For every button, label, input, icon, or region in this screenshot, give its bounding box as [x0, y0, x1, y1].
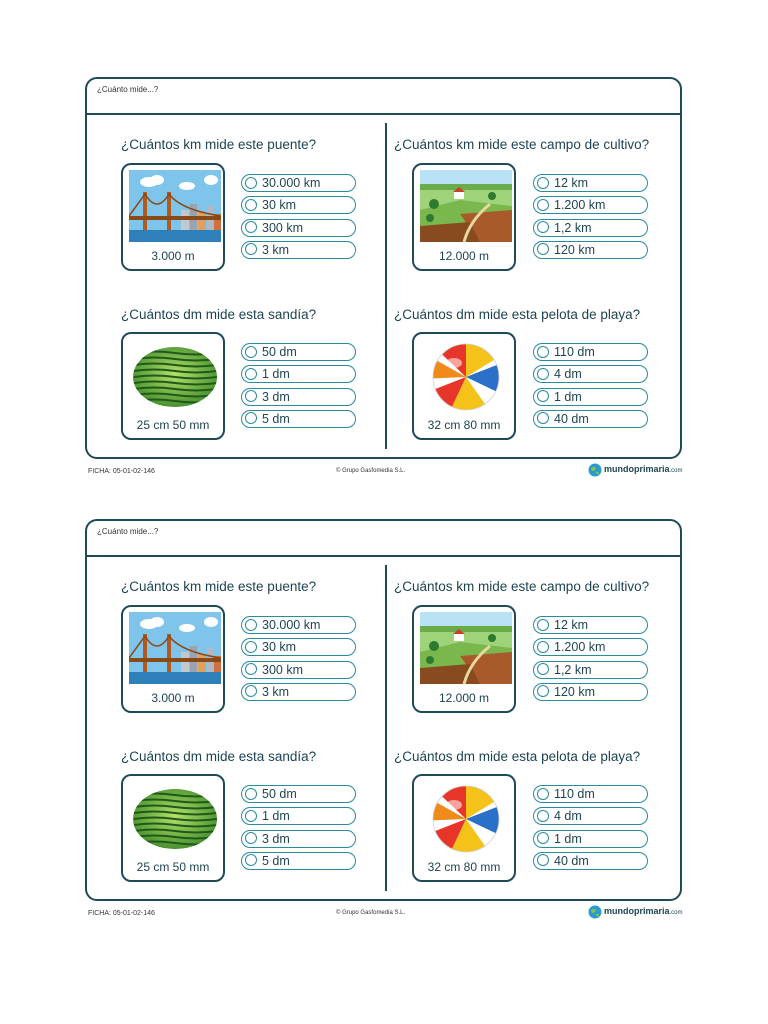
answer-option-label: 5 dm	[262, 853, 290, 868]
answer-option[interactable]	[533, 365, 648, 383]
logo-domain: .com	[669, 468, 683, 474]
answer-option[interactable]	[241, 638, 356, 656]
answer-option[interactable]	[241, 219, 356, 237]
answer-option-label: 30 km	[262, 198, 297, 213]
question-text: ¿Cuántos dm mide esta pelota de playa?	[394, 307, 641, 322]
answer-option[interactable]	[533, 785, 648, 803]
radio-circle-icon[interactable]	[245, 663, 257, 675]
farm-field-image	[412, 605, 516, 713]
answer-option[interactable]	[241, 807, 356, 825]
radio-circle-icon[interactable]	[245, 346, 257, 358]
radio-circle-icon[interactable]	[537, 368, 549, 380]
card-header	[87, 521, 680, 557]
radio-circle-icon[interactable]	[537, 221, 549, 233]
worksheet-1	[0, 0, 768, 480]
radio-circle-icon[interactable]	[537, 243, 549, 255]
answer-option[interactable]	[241, 852, 356, 870]
worksheet-code: FICHA: 05-01-02-146	[88, 910, 155, 917]
radio-circle-icon[interactable]	[537, 346, 549, 358]
radio-circle-icon[interactable]	[537, 412, 549, 424]
answer-option-label: 30.000 km	[262, 618, 321, 632]
question-text: ¿Cuántos km mide este campo de cultivo?	[394, 579, 650, 594]
answer-option-label: 1 dm	[262, 367, 290, 382]
radio-circle-icon[interactable]	[245, 177, 257, 189]
answer-option[interactable]	[533, 638, 648, 656]
worksheet-card	[85, 77, 682, 459]
answer-option-label: 1 dm	[554, 389, 582, 404]
answer-option-label: 30.000 km	[262, 176, 321, 190]
answer-option-label: 50 dm	[262, 345, 297, 359]
logo-name: mundoprimaria	[604, 464, 670, 474]
radio-circle-icon[interactable]	[537, 619, 549, 631]
answer-option[interactable]	[533, 196, 648, 214]
column-divider	[385, 565, 387, 891]
question-text: ¿Cuántos km mide este campo de cultivo?	[394, 137, 650, 152]
card-title: ¿Cuánto mide...?	[97, 85, 159, 94]
radio-circle-icon[interactable]	[245, 243, 257, 255]
beach-ball-image	[412, 332, 516, 440]
radio-circle-icon[interactable]	[245, 685, 257, 697]
radio-circle-icon[interactable]	[245, 412, 257, 424]
answer-option[interactable]	[533, 830, 648, 848]
radio-circle-icon[interactable]	[537, 199, 549, 211]
bridge-image	[121, 163, 225, 271]
answer-option-label: 1,2 km	[554, 662, 592, 677]
answer-option-label: 300 km	[262, 662, 303, 677]
radio-circle-icon[interactable]	[245, 641, 257, 653]
answer-option-label: 5 dm	[262, 411, 290, 426]
radio-circle-icon[interactable]	[537, 663, 549, 675]
answer-option-label: 4 dm	[554, 809, 582, 824]
measure-caption: 25 cm 50 mm	[136, 860, 210, 874]
worksheet-2	[0, 442, 768, 922]
bridge-image	[121, 605, 225, 713]
radio-circle-icon[interactable]	[537, 810, 549, 822]
watermelon-image	[121, 774, 225, 882]
answer-option-label: 1 dm	[554, 831, 582, 846]
answer-option-label: 110 dm	[554, 787, 595, 801]
radio-circle-icon[interactable]	[537, 685, 549, 697]
radio-circle-icon[interactable]	[245, 788, 257, 800]
question-text: ¿Cuántos dm mide esta sandía?	[121, 749, 317, 764]
globe-icon	[588, 905, 602, 919]
radio-circle-icon[interactable]	[245, 854, 257, 866]
answer-option-label: 40 dm	[554, 853, 589, 868]
measure-caption: 25 cm 50 mm	[136, 418, 210, 432]
answer-option[interactable]	[533, 616, 648, 634]
radio-circle-icon[interactable]	[245, 390, 257, 402]
answer-option[interactable]	[241, 616, 356, 634]
answer-option[interactable]	[241, 830, 356, 848]
question-text: ¿Cuántos km mide este puente?	[121, 579, 317, 594]
answer-option-label: 3 dm	[262, 831, 290, 846]
answer-option[interactable]	[533, 852, 648, 870]
answer-option-label: 3 km	[262, 684, 290, 699]
answer-option-label: 50 dm	[262, 787, 297, 801]
radio-circle-icon[interactable]	[245, 810, 257, 822]
radio-circle-icon[interactable]	[537, 177, 549, 189]
answer-option-label: 40 dm	[554, 411, 589, 426]
answer-option[interactable]	[241, 388, 356, 406]
logo-name: mundoprimaria	[604, 906, 670, 916]
answer-option-label: 120 km	[554, 684, 595, 699]
answer-option[interactable]	[533, 174, 648, 192]
radio-circle-icon[interactable]	[245, 199, 257, 211]
answer-option[interactable]	[533, 410, 648, 428]
answer-option[interactable]	[241, 683, 356, 701]
measure-caption: 3.000 m	[151, 249, 195, 263]
worksheet-card	[85, 519, 682, 901]
answer-option[interactable]	[241, 785, 356, 803]
beach-ball-image	[412, 774, 516, 882]
question-text: ¿Cuántos dm mide esta sandía?	[121, 307, 317, 322]
answer-option-label: 1 dm	[262, 809, 290, 824]
measure-caption: 12.000 m	[438, 249, 490, 263]
radio-circle-icon[interactable]	[537, 788, 549, 800]
answer-option[interactable]	[241, 365, 356, 383]
answer-option[interactable]	[241, 196, 356, 214]
answer-option-label: 3 km	[262, 242, 290, 257]
answer-option-label: 1,2 km	[554, 220, 592, 235]
answer-option-label: 110 dm	[554, 345, 595, 359]
card-title: ¿Cuánto mide...?	[97, 527, 159, 536]
card-header	[87, 79, 680, 115]
copyright-text: © Grupo Gasfomedia S.L.	[336, 910, 406, 916]
measure-caption: 32 cm 80 mm	[427, 860, 501, 874]
radio-circle-icon[interactable]	[245, 619, 257, 631]
answer-option[interactable]	[533, 807, 648, 825]
radio-circle-icon[interactable]	[537, 641, 549, 653]
radio-circle-icon[interactable]	[537, 832, 549, 844]
answer-option-label: 30 km	[262, 640, 297, 655]
answer-option[interactable]	[241, 410, 356, 428]
answer-option-label: 12 km	[554, 618, 589, 632]
answer-option-label: 3 dm	[262, 389, 290, 404]
radio-circle-icon[interactable]	[245, 832, 257, 844]
column-divider	[385, 123, 387, 449]
answer-option-label: 120 km	[554, 242, 595, 257]
answer-option-label: 12 km	[554, 176, 589, 190]
radio-circle-icon[interactable]	[245, 221, 257, 233]
answer-option[interactable]	[533, 683, 648, 701]
answer-option-label: 1.200 km	[554, 640, 606, 655]
logo-domain: .com	[669, 910, 683, 916]
answer-option[interactable]	[533, 388, 648, 406]
answer-option[interactable]	[533, 343, 648, 361]
watermelon-image	[121, 332, 225, 440]
answer-option[interactable]	[533, 219, 648, 237]
question-text: ¿Cuántos km mide este puente?	[121, 137, 317, 152]
farm-field-image	[412, 163, 516, 271]
worksheet-code: FICHA: 05-01-02-146	[88, 468, 155, 475]
measure-caption: 3.000 m	[151, 691, 195, 705]
mundoprimaria-logo[interactable]	[588, 904, 688, 920]
answer-option-label: 1.200 km	[554, 198, 606, 213]
answer-option[interactable]	[241, 661, 356, 679]
answer-option-label: 300 km	[262, 220, 303, 235]
answer-option[interactable]	[533, 241, 648, 259]
measure-caption: 12.000 m	[438, 691, 490, 705]
question-text: ¿Cuántos dm mide esta pelota de playa?	[394, 749, 641, 764]
answer-option-label: 4 dm	[554, 367, 582, 382]
radio-circle-icon[interactable]	[537, 390, 549, 402]
answer-option[interactable]	[533, 661, 648, 679]
radio-circle-icon[interactable]	[537, 854, 549, 866]
copyright-text: © Grupo Gasfomedia S.L.	[336, 468, 406, 474]
measure-caption: 32 cm 80 mm	[427, 418, 501, 432]
answer-option[interactable]	[241, 174, 356, 192]
radio-circle-icon[interactable]	[245, 368, 257, 380]
answer-option[interactable]	[241, 241, 356, 259]
answer-option[interactable]	[241, 343, 356, 361]
